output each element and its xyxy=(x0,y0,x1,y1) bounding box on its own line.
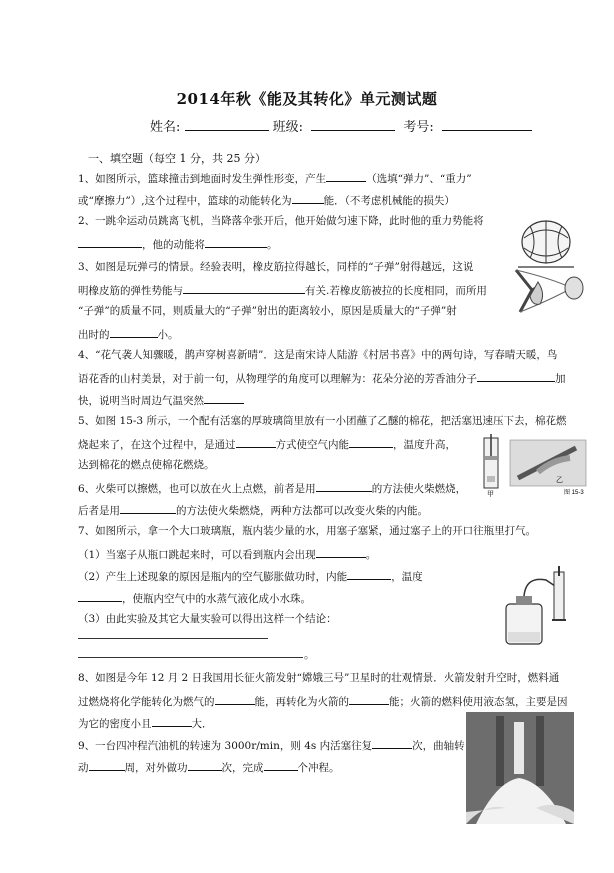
answer-line[interactable] xyxy=(78,657,303,658)
bottle-pump-figure xyxy=(496,566,576,648)
name-blank[interactable] xyxy=(185,118,269,131)
q2-line2: ，他的动能将 。 xyxy=(78,236,278,252)
q2-line1: 2、一跳伞运动员跳离飞机，当降落伞张开后，他开始做匀速下降，此时他的重力势能将 xyxy=(78,215,484,227)
class-blank[interactable] xyxy=(311,118,395,131)
answer-line[interactable] xyxy=(78,638,268,639)
answer-blank[interactable] xyxy=(236,436,276,448)
answer-blank[interactable] xyxy=(110,326,158,338)
q4-line2: 语花香的山村美景，对于前一句，从物理学的角度可以理解为：花朵分泌的芳香油分子 加 xyxy=(78,370,566,386)
exam-page: 2014年秋《能及其转化》单元测试题 姓名: 班级: 考号: 一、填空题（每空 1 分，共 25 分） 1、如图所示，篮球撞击到地面时发生弹性形变，产生 （选填“弹力”、“重力” 或“摩擦力”）,这个过程中，篮球的动能转化为 能．（不考虑机械能的损失） 2、一跳伞运动员跳离飞机，当降落伞张开后，他开始做匀速下降，此时他的重力势能将 ，他的动能将 。 3、如图是玩弹弓的情景。经验表明，橡皮筋拉得越长，同样的“子弹”射得越远，这说 明橡皮筋的弹性势能与 有关.若橡皮筋被拉的长度相同，而所用 “子弹”的质量不同，则质量大的“子弹”射出的距离较小，原因是质量大的“子弹”射 出时的 小。 4、“花气袭人知骤暖，鹊声穿树喜新晴”．这是南宋诗人陆游《村居书喜》中的两句诗，写春晴天暖，鸟 语花香的山村美景，对于前一句，从物理学的角度可以理解为：花朵分泌的芳香油分子 加 快，说明当时周边气温突然 5、如图 15-3 所示，一个配有活塞的厚玻璃筒里放有一小团蘸了乙醚的棉花，把活塞迅速压下去，棉花燃 烧起来了，在这个过程中，是通过 方式使空气内能 ，温度升高， 达到棉花的燃点使棉花燃烧。 6、火柴可以擦燃，也可以放在火上点燃，前者是用 的方法使火柴燃烧， 后者是用 的方法使火柴燃烧，两种方法都可以改变火柴的内能。 7、如图所示，拿一个大口玻璃瓶，瓶内装少量的水，用塞子塞紧，通过塞子上的开口往瓶里打气。 （1）当塞子从瓶口跳起来时，可以看到瓶内会出现 。 （2）产生上述现象的原因是瓶内的空气膨胀做功时，内能 ，温度 ，使瓶内空气中的水蒸气液化成小水珠。 （3）由此实验及其它大量实验可以得出这样一个结论： 。 8、如图是今年 12 月 2 日我国用长征火箭发射“嫦娥三号”卫星时的壮观情景．火箭发射升空时，燃料通 过燃烧将化学能转化为燃气的 能，再转化为火箭的 能；火箭的燃料使用液态氢，主要是因 为它的密度小且 大． 9、一台四冲程汽油机的转速为 3000r/min，则 4s 内活塞往复 次，曲轴转 动 周，对外做功 次，完成 个冲程。 甲 乙 图 15-3 xyxy=(0,0,614,873)
slingshot-figure xyxy=(510,260,588,318)
answer-blank[interactable] xyxy=(183,282,305,294)
answer-blank[interactable] xyxy=(477,370,555,382)
q5-line2: 烧起来了，在这个过程中，是通过 方式使空气内能 ，温度升高， xyxy=(78,436,456,452)
student-info-row xyxy=(150,116,532,135)
answer-blank[interactable] xyxy=(349,693,389,705)
q7-line4: ，使瓶内空气中的水蒸气液化成小水珠。 xyxy=(78,590,311,606)
q1-line1: 1、如图所示，篮球撞击到地面时发生弹性形变，产生 （选填“弹力”、“重力” xyxy=(78,170,472,186)
answer-blank[interactable] xyxy=(347,568,391,580)
svg-text:图 15-3: 图 15-3 xyxy=(564,490,584,496)
svg-text:甲: 甲 xyxy=(487,491,494,498)
q9-line1: 9、一台四冲程汽油机的转速为 3000r/min，则 4s 内活塞往复 次，曲轴转 xyxy=(78,737,465,753)
q7-line1: 7、如图所示，拿一个大口玻璃瓶，瓶内装少量的水，用塞子塞紧，通过塞子上的开口往瓶里打气。 xyxy=(78,525,537,537)
q7-line2: （1）当塞子从瓶口跳起来时，可以看到瓶内会出现 。 xyxy=(78,546,376,562)
section-heading: 一、填空题（每空 1 分，共 25 分） xyxy=(88,152,266,165)
class-label: 班级: xyxy=(272,120,304,135)
q7-line3: （2）产生上述现象的原因是瓶内的空气膨胀做功时，内能 ，温度 xyxy=(78,568,423,584)
name-label: 姓名: xyxy=(150,120,181,135)
q9-line2: 动 周，对外做功 次，完成 个冲程。 xyxy=(78,759,340,775)
q8-line1: 8、如图是今年 12 月 2 日我国用长征火箭发射“嫦娥三号”卫星时的壮观情景．火箭发射升空时，燃料通 xyxy=(78,672,560,684)
rocket-launch-photo xyxy=(466,712,574,824)
answer-blank[interactable] xyxy=(78,590,122,602)
q3-line1: 3、如图是玩弹弓的情景。经验表明，橡皮筋拉得越长，同样的“子弹”射得越远，这说 xyxy=(78,261,474,273)
number-blank[interactable] xyxy=(442,118,532,131)
page-title: 2014年秋《能及其转化》单元测试题 xyxy=(176,90,438,108)
q5-line1: 5、如图 15-3 所示，一个配有活塞的厚玻璃筒里放有一小团蘸了乙醚的棉花，把活塞迅速压下去，棉花燃 xyxy=(78,415,567,427)
rocket-icon xyxy=(466,712,574,824)
q8-line2: 过燃烧将化学能转化为燃气的 能，再转化为火箭的 能；火箭的燃料使用液态氢，主要是因 xyxy=(78,693,568,709)
q6-line2: 后者是用 的方法使火柴燃烧，两种方法都可以改变火柴的内能。 xyxy=(78,502,428,518)
svg-text:乙: 乙 xyxy=(556,477,563,484)
answer-blank[interactable] xyxy=(326,170,366,182)
answer-blank[interactable] xyxy=(215,693,255,705)
answer-blank[interactable] xyxy=(188,759,222,771)
answer-blank[interactable] xyxy=(204,392,244,404)
answer-blank[interactable] xyxy=(292,192,324,204)
answer-blank[interactable] xyxy=(205,236,267,248)
answer-blank[interactable] xyxy=(349,436,393,448)
q3-line2: 明橡皮筋的弹性势能与 有关.若橡皮筋被拉的长度相同，而所用 xyxy=(78,282,487,298)
q5-line3: 达到棉花的燃点使棉花燃烧。 xyxy=(78,459,215,471)
answer-blank[interactable] xyxy=(316,480,372,492)
answer-blank[interactable] xyxy=(372,737,412,749)
answer-blank[interactable] xyxy=(120,502,176,514)
q7-line5: （3）由此实验及其它大量实验可以得出这样一个结论： xyxy=(78,613,337,625)
answer-blank[interactable] xyxy=(316,546,366,558)
q3-line4: 出时的 小。 xyxy=(78,326,179,342)
number-label: 考号: xyxy=(403,120,434,135)
answer-blank[interactable] xyxy=(264,759,298,771)
answer-blank[interactable] xyxy=(89,759,125,771)
q4-line1: 4、“花气袭人知骤暖，鹊声穿树喜新晴”．这是南宋诗人陆游《村居书喜》中的两句诗，写春晴天暖，鸟 xyxy=(78,349,558,361)
q1-line2: 或“摩擦力”）,这个过程中，篮球的动能转化为 能．（不考虑机械能的损失） xyxy=(78,192,455,208)
q8-line3: 为它的密度小且 大． xyxy=(78,715,213,731)
answer-blank[interactable] xyxy=(152,715,192,727)
q3-line3: “子弹”的质量不同，则质量大的“子弹”射出的距离较小，原因是质量大的“子弹”射 xyxy=(78,305,457,317)
q6-line1: 6、火柴可以擦燃，也可以放在火上点燃，前者是用 的方法使火柴燃烧， xyxy=(78,480,466,496)
q4-line3: 快，说明当时周边气温突然 xyxy=(78,392,244,408)
answer-blank[interactable] xyxy=(78,236,142,248)
fire-piston-figure xyxy=(478,432,588,498)
